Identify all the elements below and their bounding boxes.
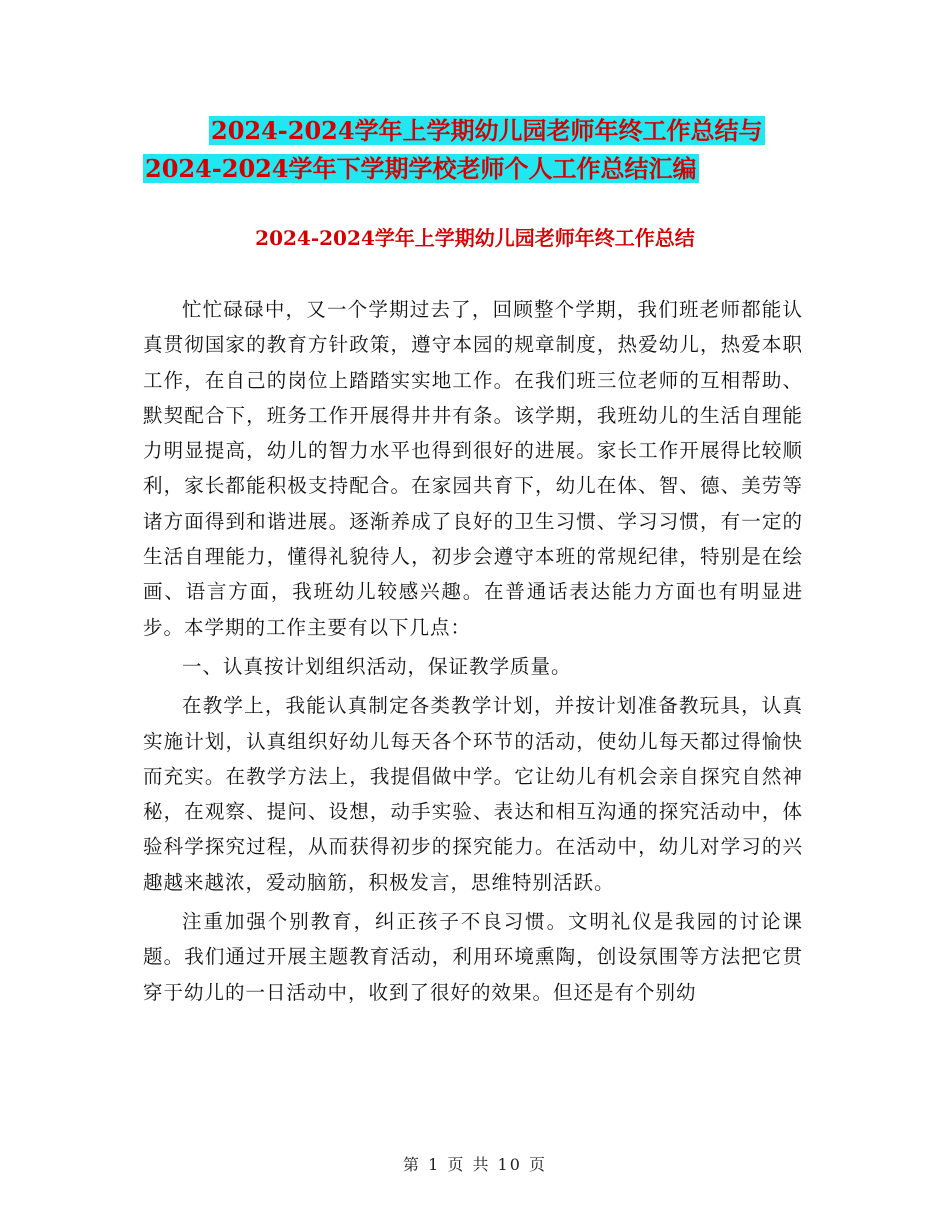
page-footer: 第 1 页 共 10 页 xyxy=(403,1155,547,1174)
section-title: 2024-2024学年上学期幼儿园老师年终工作总结 xyxy=(255,226,695,250)
paragraph: 忙忙碌碌中，又一个学期过去了，回顾整个学期，我们班老师都能认真贯彻国家的教育方针政策，遵守本园的规章制度，热爱幼儿，热爱本职工作，在自己的岗位上踏踏实实地工作。在我们班三位老师的互相帮助、默契配合下，班务工作开展得井井有条。该学期，我班幼儿的生活自理能力明显提高，幼儿的智力水平也得到很好的进展。家长工作开展得比较顺利，家长都能积极支持配合。在家园共育下，幼儿在体、智、德、美劳等诸方面得到和谐进展。逐渐养成了良好的卫生习惯、学习习惯，有一定的生活自理能力，懂得礼貌待人，初步会遵守本班的常规纪律，特别是在绘画、语言方面，我班幼儿较感兴趣。在普通话表达能力方面也有明显进步。本学期的工作主要有以下几点： xyxy=(143,298,803,639)
title-line-2: 2024-2024学年下学期学校老师个人工作总结汇编 xyxy=(145,154,697,183)
paragraph: 在教学上，我能认真制定各类教学计划，并按计划准备教玩具，认真实施计划，认真组织好幼儿每天各个环节的活动，使幼儿每天都过得愉快而充实。在教学方法上，我提倡做中学。它让幼儿有机会亲自探究自然神秘，在观察、提问、设想，动手实验、表达和相互沟通的探究活动中，体验科学探究过程，从而获得初步的探究能力。在活动中，幼儿对学习的兴趣越来越浓，爱动脑筋，积极发言，思维特别活跃。 xyxy=(143,694,803,894)
title-line-1: 2024-2024学年上学期幼儿园老师年终工作总结与 xyxy=(211,116,763,145)
paragraph: 注重加强个别教育，纠正孩子不良习惯。文明礼仪是我园的讨论课题。我们通过开展主题教育活动，利用环境熏陶，创设氛围等方法把它贯穿于幼儿的一日活动中，收到了很好的效果。但还是有个别幼 xyxy=(143,910,803,1004)
document-title xyxy=(143,112,807,188)
paragraph: 一、认真按计划组织活动，保证教学质量。 xyxy=(182,654,572,678)
body-text xyxy=(143,292,803,1010)
